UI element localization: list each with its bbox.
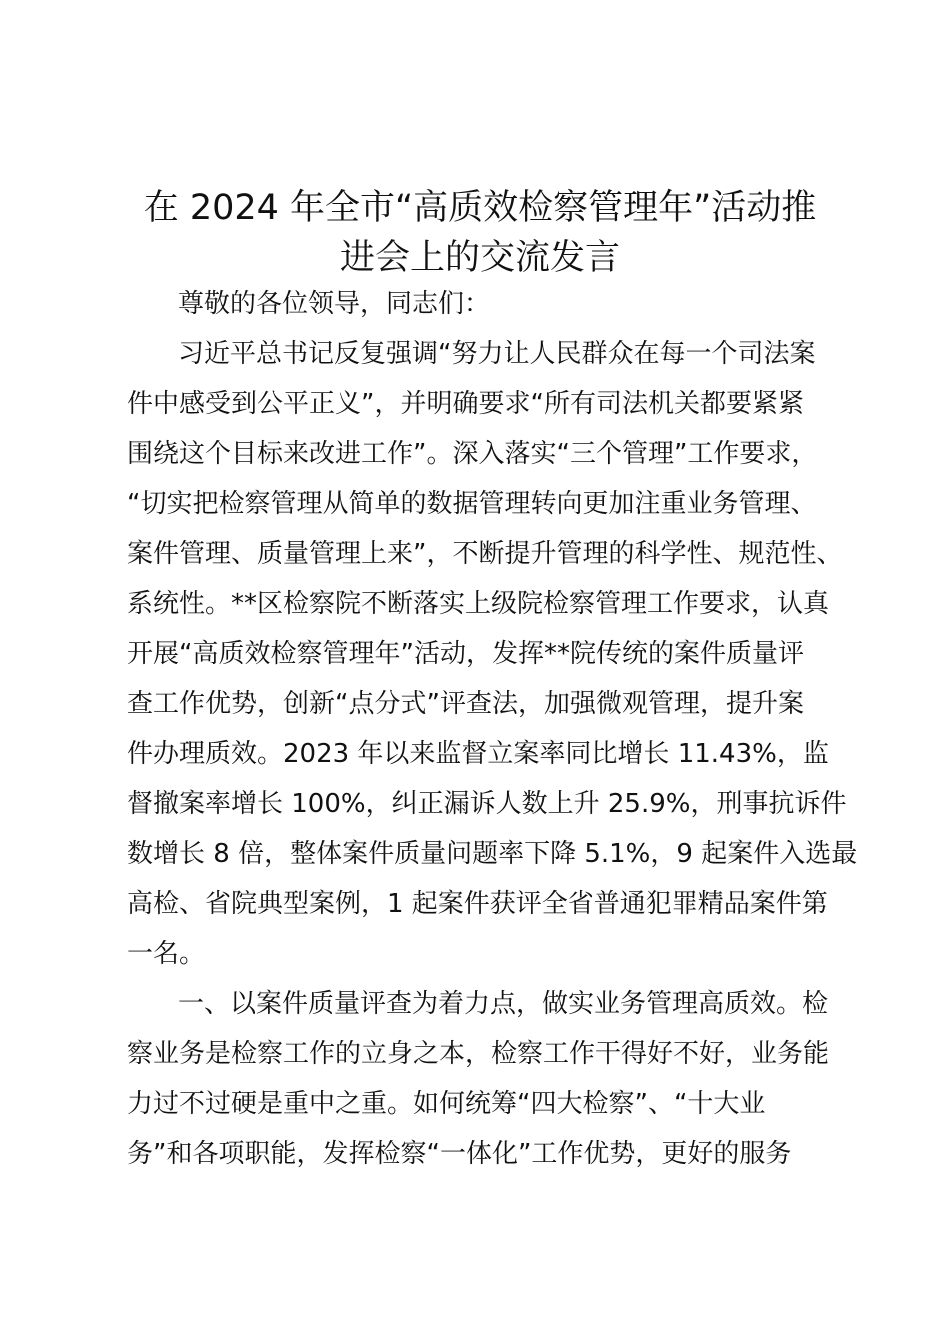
section-heading-line: 一、以案件质量评查为着力点，做实业务管理高质效。检	[178, 989, 829, 1019]
paragraph-line: 务”和各项职能，发挥检察“一体化”工作优势，更好的服务	[127, 1139, 792, 1169]
document-title	[100, 183, 860, 283]
paragraph-line: 高检、省院典型案例，1 起案件获评全省普通犯罪精品案件第	[127, 889, 828, 919]
title-line: 在 2024 年全市“高质效检察管理年”活动推	[143, 188, 817, 228]
paragraph-line: 一名。	[127, 939, 206, 969]
title-line: 进会上的交流发言	[339, 238, 620, 278]
paragraph-line: “切实把检察管理从简单的数据管理转向更加注重业务管理、	[127, 489, 817, 519]
paragraph-line: 数增长 8 倍，整体案件质量问题率下降 5.1%，9 起案件入选最	[127, 839, 858, 869]
paragraph-line: 件办理质效。2023 年以来监督立案率同比增长 11.43%，监	[127, 739, 829, 769]
paragraph-line: 案件管理、质量管理上来”，不断提升管理的科学性、规范性、	[127, 539, 843, 569]
paragraph-line: 系统性。**区检察院不断落实上级院检察管理工作要求，认真	[127, 589, 830, 619]
paragraph-line: 察业务是检察工作的立身之本，检察工作干得好不好，业务能	[127, 1039, 830, 1069]
paragraph-line: 围绕这个目标来改进工作”。深入落实“三个管理”工作要求，	[127, 439, 818, 469]
paragraph-line: 习近平总书记反复强调“努力让人民群众在每一个司法案	[178, 339, 816, 369]
greeting: 尊敬的各位领导，同志们：	[178, 289, 491, 319]
paragraph-line: 督撤案率增长 100%，纠正漏诉人数上升 25.9%，刑事抗诉件	[127, 789, 847, 819]
paragraph-line: 件中感受到公平正义”，并明确要求“所有司法机关都要紧紧	[127, 389, 804, 419]
paragraph-line: 开展“高质效检察管理年”活动，发挥**院传统的案件质量评	[127, 639, 804, 669]
paragraph-line: 查工作优势，创新“点分式”评查法，加强微观管理，提升案	[127, 689, 804, 719]
paragraph-line: 力过不过硬是重中之重。如何统筹“四大检察”、“十大业	[127, 1089, 766, 1119]
